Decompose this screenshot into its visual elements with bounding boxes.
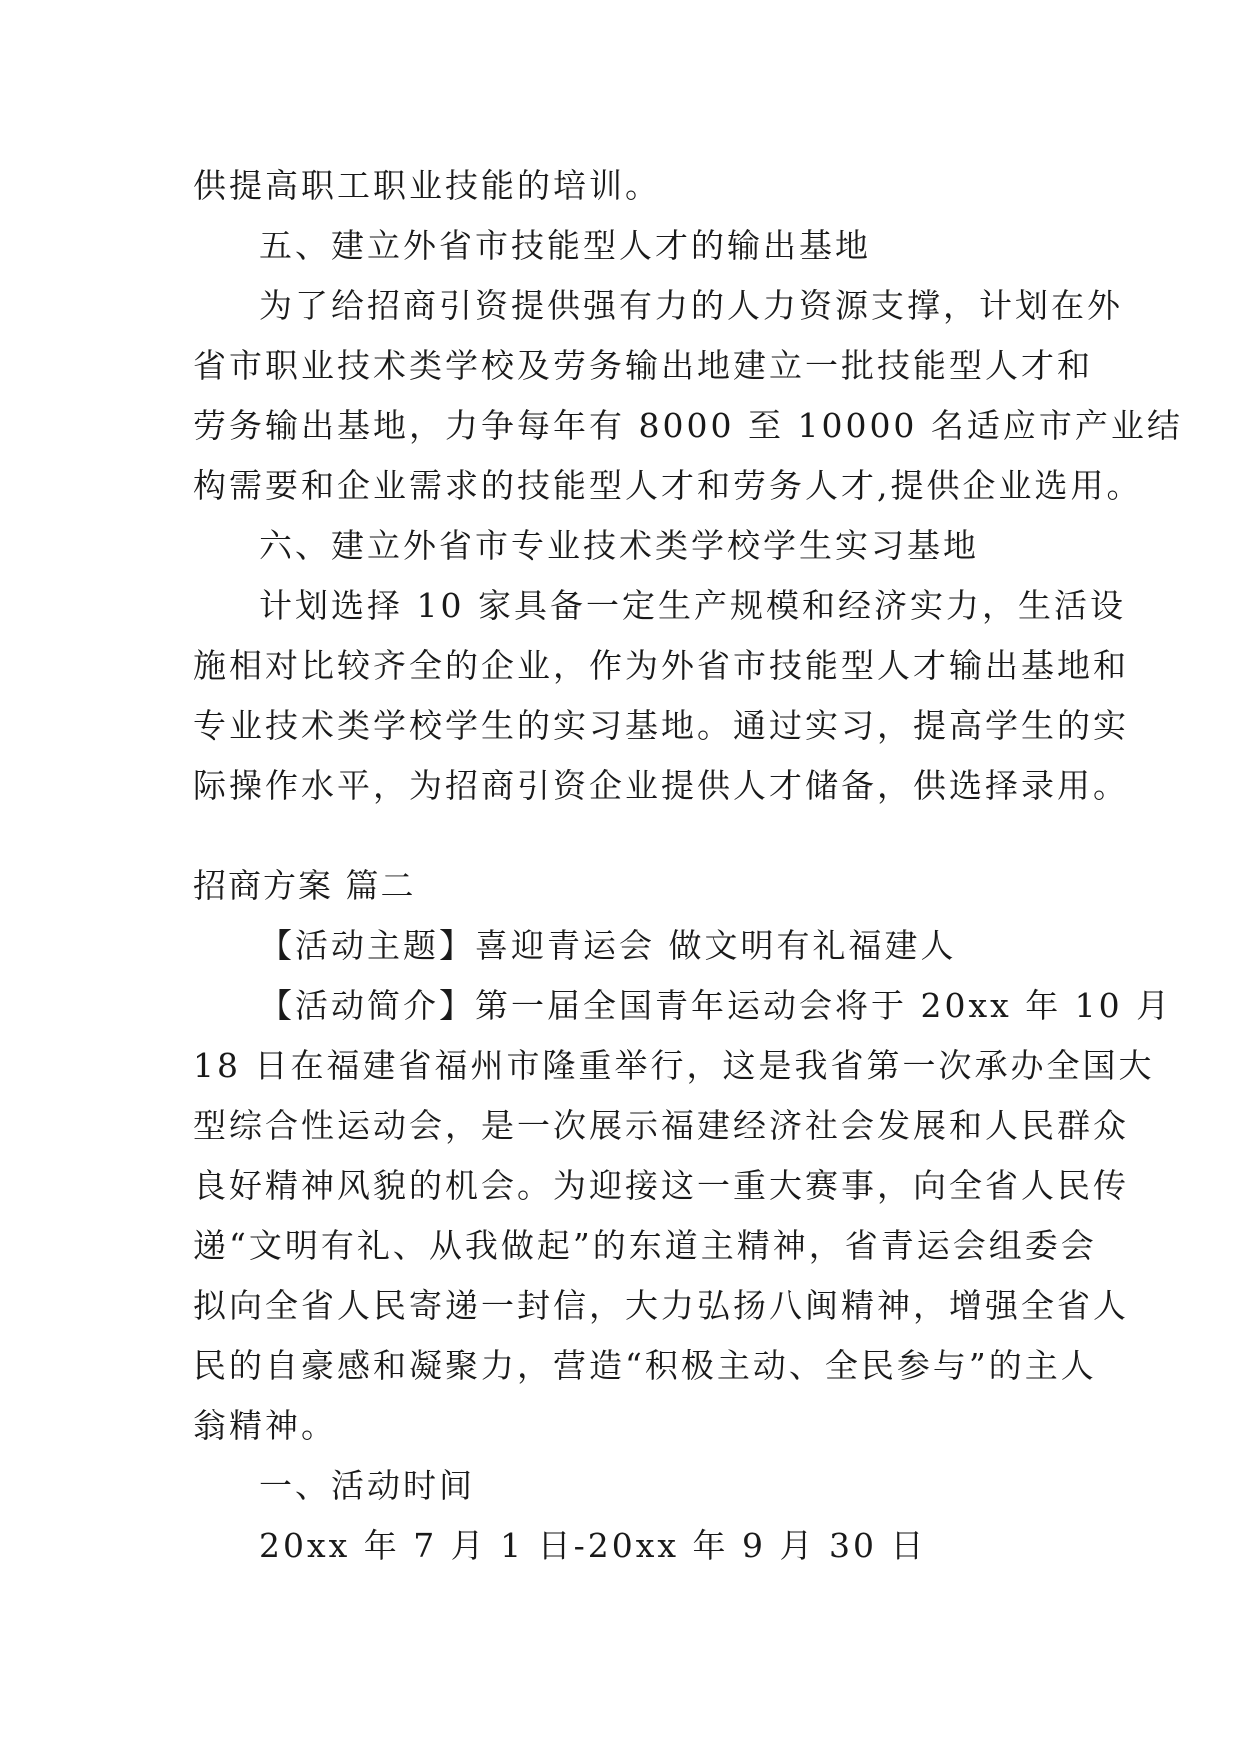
section-heading: 一、活动时间 (259, 1466, 475, 1505)
paragraph-line: 省市职业技术类学校及劳务输出地建立一批技能型人才和 (193, 346, 1093, 385)
activity-theme: 【活动主题】喜迎青运会 做文明有礼福建人 (259, 926, 957, 965)
paragraph-line: 为了给招商引资提供强有力的人力资源支撑，计划在外 (259, 286, 1123, 325)
part-title: 招商方案 篇二 (193, 866, 416, 905)
paragraph-line: 供提高职工职业技能的培训。 (193, 166, 661, 205)
paragraph-line: 拟向全省人民寄递一封信，大力弘扬八闽精神，增强全省人 (193, 1286, 1129, 1325)
activity-intro: 【活动简介】第一届全国青年运动会将于 20xx 年 10 月 (259, 986, 1173, 1025)
paragraph-line: 翁精神。 (193, 1406, 337, 1445)
section-heading: 五、建立外省市技能型人才的输出基地 (259, 226, 871, 265)
paragraph-line: 专业技术类学校学生的实习基地。通过实习，提高学生的实 (193, 706, 1129, 745)
paragraph-line: 构需要和企业需求的技能型人才和劳务人才,提供企业选用。 (193, 466, 1143, 505)
section-heading: 六、建立外省市专业技术类学校学生实习基地 (259, 526, 979, 565)
activity-dates: 20xx 年 7 月 1 日-20xx 年 9 月 30 日 (259, 1526, 927, 1565)
paragraph-line: 18 日在福建省福州市隆重举行，这是我省第一次承办全国大 (193, 1046, 1155, 1085)
paragraph-line: 施相对比较齐全的企业，作为外省市技能型人才输出基地和 (193, 646, 1129, 685)
paragraph-line: 际操作水平，为招商引资企业提供人才储备，供选择录用。 (193, 766, 1129, 805)
paragraph-line: 良好精神风貌的机会。为迎接这一重大赛事，向全省人民传 (193, 1166, 1129, 1205)
paragraph-line: 民的自豪感和凝聚力，营造“积极主动、全民参与”的主人 (193, 1346, 1097, 1385)
paragraph-line: 劳务输出基地，力争每年有 8000 至 10000 名适应市产业结 (193, 406, 1183, 445)
paragraph-line: 计划选择 10 家具备一定生产规模和经济实力，生活设 (259, 586, 1126, 625)
paragraph-line: 型综合性运动会，是一次展示福建经济社会发展和人民群众 (193, 1106, 1129, 1145)
paragraph-line: 递“文明有礼、从我做起”的东道主精神，省青运会组委会 (193, 1226, 1097, 1265)
